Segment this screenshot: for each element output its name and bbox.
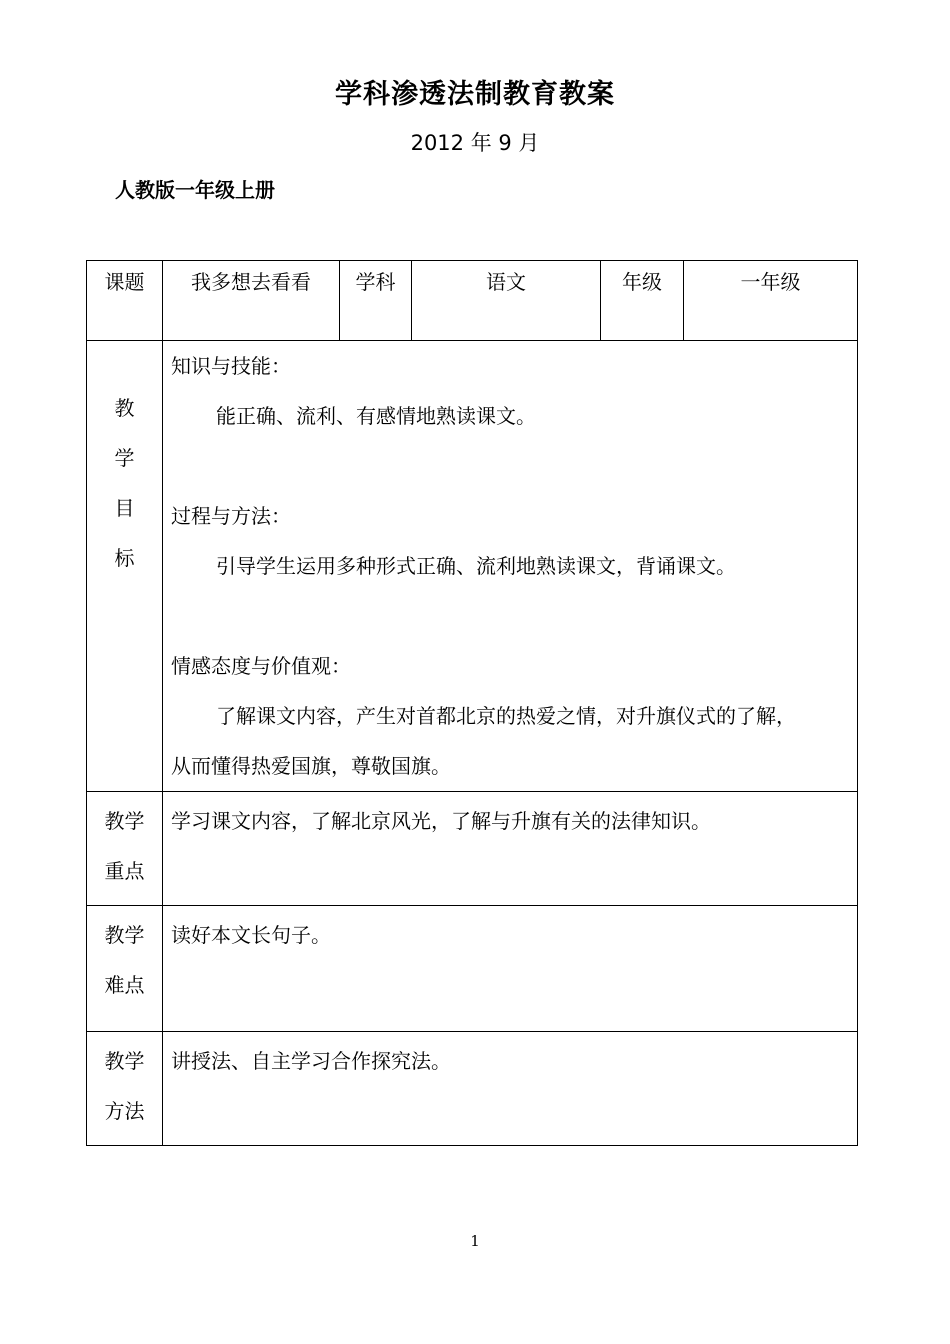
topic-label: 课题: [104, 270, 145, 294]
methods-content-cell: [163, 1032, 858, 1146]
knowledge-heading: 知识与技能：: [171, 354, 291, 378]
key-points-label-line-1: 教学: [104, 809, 145, 833]
grade-value: 一年级: [740, 270, 801, 294]
objectives-label-char: 学: [114, 446, 135, 470]
header-row: [87, 261, 858, 341]
emotion-heading: 情感态度与价值观：: [171, 654, 351, 678]
emotion-text-line-2: 从而懂得热爱国旗，尊敬国旗。: [171, 754, 451, 778]
difficulties-label-line-1: 教学: [104, 923, 145, 947]
key-points-content-cell: [163, 792, 858, 906]
topic-value-cell: [163, 261, 340, 341]
difficulties-row: [87, 906, 858, 1032]
key-points-text: 学习课文内容，了解北京风光，了解与升旗有关的法律知识。: [171, 809, 711, 833]
topic-label-cell: [87, 261, 163, 341]
difficulties-text: 读好本文长句子。: [171, 923, 331, 947]
process-text: 引导学生运用多种形式正确、流利地熟读课文，背诵课文。: [216, 554, 736, 578]
blank-line: [171, 591, 857, 641]
knowledge-text: 能正确、流利、有感情地熟读课文。: [216, 404, 536, 428]
methods-label-line-1: 教学: [104, 1049, 145, 1073]
emotion-text-line-1: 了解课文内容，产生对首都北京的热爱之情，对升旗仪式的了解，: [216, 704, 796, 728]
methods-label-cell: [87, 1032, 163, 1146]
topic-value: 我多想去看看: [191, 270, 311, 294]
methods-label-line-2: 方法: [104, 1099, 145, 1123]
key-points-label-line-2: 重点: [104, 859, 145, 883]
objectives-label-cell: [87, 341, 163, 792]
page-number: 1: [470, 1232, 480, 1250]
blank-line: [171, 441, 857, 491]
document-title: 学科渗透法制教育教案: [335, 79, 615, 110]
grade-label: 年级: [622, 270, 662, 294]
document-date: 2012 年 9 月: [410, 131, 540, 155]
lesson-plan-table: [86, 260, 858, 1146]
difficulties-content-cell: [163, 906, 858, 1032]
process-heading: 过程与方法：: [171, 504, 291, 528]
grade-label-cell: [601, 261, 684, 341]
subject-value-cell: [412, 261, 601, 341]
grade-value-cell: [684, 261, 858, 341]
objectives-row: [87, 341, 858, 792]
objectives-label-char: 教: [114, 396, 135, 420]
subject-value: 语文: [486, 270, 526, 294]
subject-label-cell: [340, 261, 412, 341]
difficulties-label-line-2: 难点: [104, 973, 145, 997]
methods-text: 讲授法、自主学习合作探究法。: [171, 1049, 451, 1073]
objectives-content-cell: [163, 341, 858, 792]
subject-label: 学科: [355, 270, 396, 294]
edition-label: 人教版一年级上册: [115, 178, 275, 202]
difficulties-label-cell: [87, 906, 163, 1032]
objectives-label-char: 目: [114, 496, 135, 520]
key-points-label-cell: [87, 792, 163, 906]
methods-row: [87, 1032, 858, 1146]
objectives-label-char: 标: [114, 546, 135, 570]
key-points-row: [87, 792, 858, 906]
